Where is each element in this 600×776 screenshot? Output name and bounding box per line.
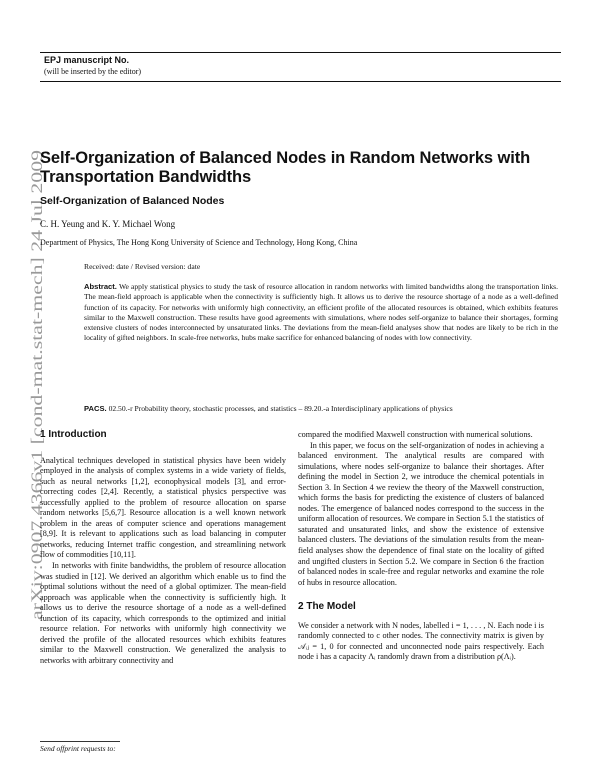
- paper-title-line-2: Transportation Bandwidths: [40, 168, 252, 186]
- abstract-text: We apply statistical physics to study the task of resource allocation in random networks with limited bandwidths along the transportation links. The mean-field approach is applicable when the connectivity is sufficiently high. It allows us to derive the resource shortage of a node as a well-defined function of its capacity. For networks with uniformly high connectivity, an efficient profile of the allocated resources is obtained, which exhibits features similar to the Maxwell construction. These results have good agreements with simulations, where nodes self-organize to balance their shortages, forming extensive clusters of nodes interconnected by unsaturated links. The deviations from the mean-field analyses show that nodes are likely to be rich in the locality of gifted neighbors. In scale-free networks, hubs make sacrifice for enhanced balancing of nodes with low connectivity.: [84, 282, 558, 343]
- paragraph-intro-2: In networks with finite bandwidths, the problem of resource allocation was studied in [12]. We derived an algorithm which enable us to find the optimal solutions without the need of a global optimizer. The mean-field approach was applicable when the connectivity is sufficiently high. It allows us to derive the resource shortage of a node as a well-defined function of its capacity, which corresponds to the optimized and initial resource relation. For networks with uniformly high connectivity we derived the profile of the allocated resources which exhibits features similar to the Maxwell construction. We generalized the analysis to networks with arbitrary connectivity and: [40, 561, 286, 665]
- running-title: Self-Organization of Balanced Nodes: [40, 195, 225, 207]
- body-column-left: [40, 430, 286, 666]
- body-column-right: [298, 430, 544, 663]
- paper-title: [40, 149, 560, 187]
- journal-header-box: [40, 52, 561, 82]
- received-dates: Received: date / Revised version: date: [84, 262, 201, 271]
- paragraph-intro-1: Analytical techniques developed in statistical physics have been widely employed in the analysis of complex systems in a wide variety of fields, such as neural networks [1,2], econophysical models [3], and error-correcting codes [2,4]. Recently, a statistical physics perspective was successfully applied to the problem of resource allocation on sparse random networks [5,6,7]. Resource allocation is a well known network problem in the areas of computer science and operations management [8,9]. It is relevant to applications such as load balancing in computer networks, reducing Internet traffic congestion, and streamlining network flow of commodities [10,11].: [40, 455, 286, 560]
- pacs-text: 02.50.-r Probability theory, stochastic processes, and statistics – 89.20.-a Interdisciplinary applications of physics: [108, 404, 453, 413]
- paragraph-intro-3: In this paper, we focus on the self-organization of nodes in achieving a balanced environment. The analytical results are compared with simulations, where nodes self-organize to balance their shortages. After defining the model in Section 2, we introduce the chemical potentials in Section 3. In Section 4 we review the theory of the Maxwell construction, which forms the basis for predicting the existence of clusters of balanced nodes. The emergence of balanced nodes correspond to the success in the uniform allocation of resources. We compare in Section 5.1 the statistics of saturated and unsaturated links, and show the existence of extensive balanced clusters. The deviations of the simulation results from the mean-field analyses show the dependence of final state on the locality of gifted and ungifted clusters in Section 5.2. We compare in Section 6 the fraction of balanced nodes in scale-free and regular networks and examine the role of hubs in resource allocation.: [298, 440, 544, 587]
- pacs-label: PACS.: [84, 404, 107, 413]
- section-heading-introduction: 1 Introduction: [40, 429, 107, 440]
- affiliation: Department of Physics, The Hong Kong University of Science and Technology, Hong Kong, China: [40, 238, 358, 247]
- paragraph-intro-2-continued: compared the modified Maxwell construction with numerical solutions.: [298, 430, 533, 439]
- abstract-label: Abstract.: [84, 282, 117, 291]
- paper-title-line-1: Self-Organization of Balanced Nodes in Random Networks with: [40, 149, 531, 167]
- abstract: [84, 282, 558, 344]
- section-heading-model: 2 The Model: [298, 601, 356, 613]
- footnote-rule: [40, 741, 120, 742]
- footnote: Send offprint requests to:: [40, 744, 116, 753]
- arxiv-stamp-text: arXiv:0907.4366v1 [cond-mat.stat-mech] 24 Jul 2009: [29, 285, 46, 620]
- journal-label: EPJ manuscript No.: [44, 55, 130, 65]
- authors: C. H. Yeung and K. Y. Michael Wong: [40, 219, 176, 229]
- pacs-codes: [84, 404, 558, 414]
- journal-note: (will be inserted by the editor): [44, 67, 142, 76]
- paragraph-model-1: We consider a network with N nodes, labelled i = 1, . . . , N. Each node i is randomly connected to c other nodes. The connectivity matrix is given by 𝒜ᵢⱼ = 1, 0 for connected and unconnected node pairs respectively. Each node i has a capacity Λᵢ randomly drawn from a distribution ρ(Λᵢ).: [298, 620, 544, 662]
